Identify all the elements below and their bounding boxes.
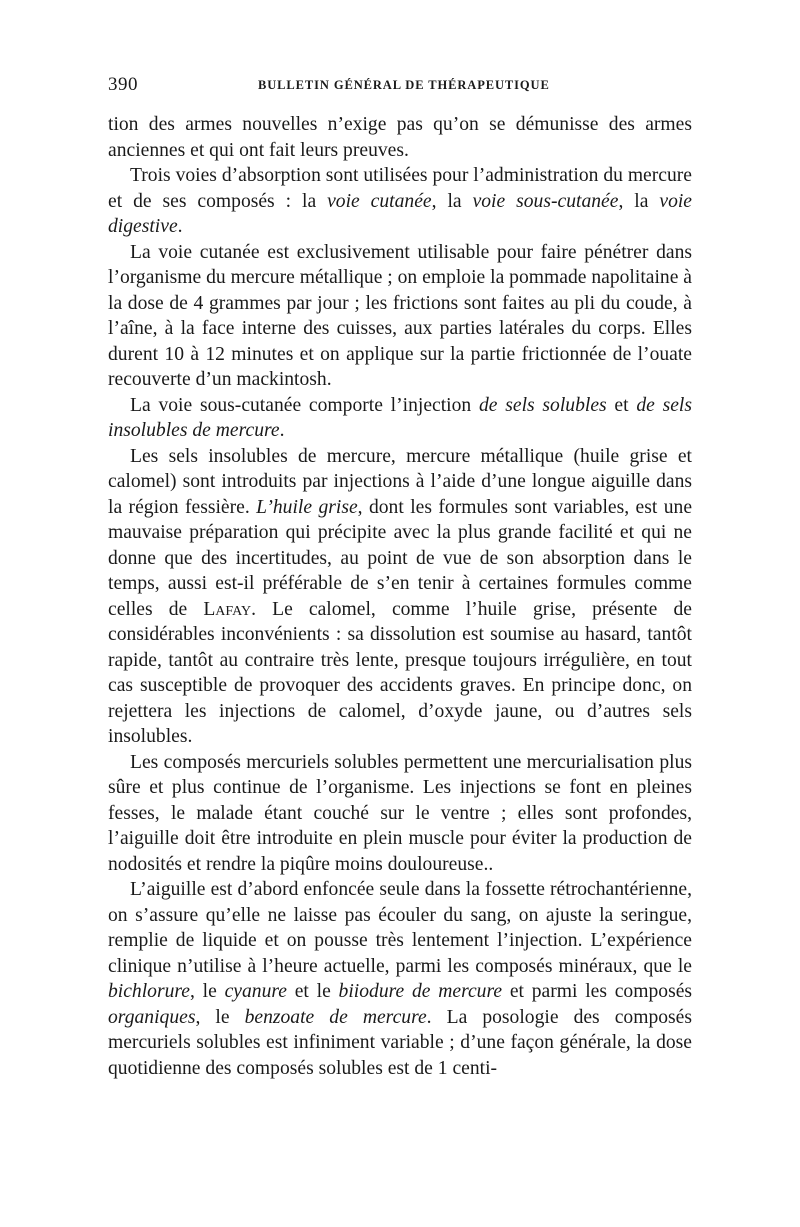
text-run: et (606, 394, 637, 416)
author-name-lafay: Lafay (203, 598, 252, 620)
emphasis-benzoate: benzoate de mercure (244, 1006, 427, 1028)
text-run: et le (286, 981, 339, 1002)
text-run: tion des armes nouvelles n’exige pas qu’on se démunisse des armes anciennes et qui ont fait leurs preuves. (108, 114, 692, 161)
text-run: La voie cutanée est exclusivement utilisable pour faire pénétrer dans l’organisme du mercure métallique ; on emploie la pommade napolitaine à la dose de 4 grammes par jour ; les frictions sont faites au pli du coude, à l’aîne, à la face interne des cuisses, aux parties latérales du corps. Elles durent 10 à 12 minutes et on applique sur la partie frictionnée de l’ouate recouverte d’un mackintosh. (108, 241, 692, 390)
emphasis-voie-sous-cutanee: voie sous-cutanée (472, 190, 619, 212)
text-run: , dont les formules sont variables, est une mauvaise préparation qui précipite avec la plus grande facilité et qui ne donne que des incertitudes, au point de vue de son absorption dans le temps, aussi est-il préférable de s’en tenir à certaines formules comme celles de (108, 496, 693, 620)
page-header (108, 74, 692, 96)
paragraph-voie-cutanee (108, 240, 692, 393)
paragraph-absorption-routes (108, 163, 692, 240)
emphasis-cyanure: cyanure (224, 981, 287, 1002)
running-title: BULLETIN GÉNÉRAL DE THÉRAPEUTIQUE (258, 78, 550, 92)
text-run: , la (618, 190, 660, 212)
paragraph-continuation (108, 112, 692, 163)
emphasis-biiodure: biiodure de mercure (338, 981, 503, 1002)
text-run: L’aiguille est d’abord enfoncée seule dans la fossette rétrochantérienne, on s’assure qu’elle ne laisse pas écouler du sang, on ajuste la seringue, remplie de liquide et on pousse très lentement l’injection. L’expérience clinique n’utilise à l’heure actuelle, parmi les composés minéraux, que le (108, 879, 692, 977)
text-run: , la (431, 190, 473, 212)
paragraph-voie-sous-cutanee (108, 393, 692, 444)
emphasis-voie-digestive: voie digestive (108, 190, 693, 237)
emphasis-sels-solubles: de sels solubles (478, 394, 607, 416)
text-run: Les composés mercuriels solubles permettent une mercurialisation plus sûre et plus continue de l’organisme. Les injections se font en pleines fesses, le malade étant couché sur le ventre ; elles sont profondes, l’aiguille doit être introduite en plein muscle pour éviter la production de nodosités et rendre la piqûre moins douloureuse.. (108, 751, 692, 875)
text-run: , le (195, 1006, 245, 1028)
text-run: . (177, 216, 183, 237)
text-run: . (279, 420, 285, 441)
paragraph-composes-solubles (108, 750, 692, 878)
emphasis-voie-cutanee: voie cutanée (327, 190, 432, 212)
text-run: . La posologie des composés mercuriels solubles est infiniment variable ; d’une façon générale, la dose quotidienne des composés solubles est de 1 centi- (108, 1006, 693, 1079)
emphasis-huile-grise: L’huile grise (256, 496, 358, 518)
emphasis-organiques: organiques (108, 1006, 196, 1028)
body-text (108, 112, 692, 1081)
emphasis-bichlorure: bichlorure (108, 981, 190, 1002)
paragraph-technique-injection (108, 877, 692, 1081)
page-number: 390 (108, 74, 138, 95)
text-run: Trois voies d’absorption sont utilisées pour l’administration du mercure et de ses composés : la (108, 165, 692, 212)
paragraph-sels-insolubles (108, 444, 692, 750)
text-run: . Le calomel, comme l’huile grise, présente de considérables inconvénients : sa dissolution est soumise au hasard, tantôt rapide, tantôt au contraire très lente, presque toujours irrégulière, en tout cas susceptible de provoquer des accidents graves. En principe donc, on rejettera les injections de calomel, d’oxyde jaune, ou d’autres sels insolubles. (108, 598, 692, 747)
text-run: La voie sous-cutanée comporte l’injection (130, 394, 479, 416)
text-run: Les sels insolubles de mercure, mercure métallique (huile grise et calomel) sont introduits par injections à l’aide d’une longue aiguille dans la région fessière. (108, 445, 692, 518)
emphasis-sels-insolubles: de sels insolubles de mercure (108, 394, 692, 441)
text-run: , le (190, 981, 225, 1002)
text-run: et parmi les composés (502, 981, 693, 1002)
